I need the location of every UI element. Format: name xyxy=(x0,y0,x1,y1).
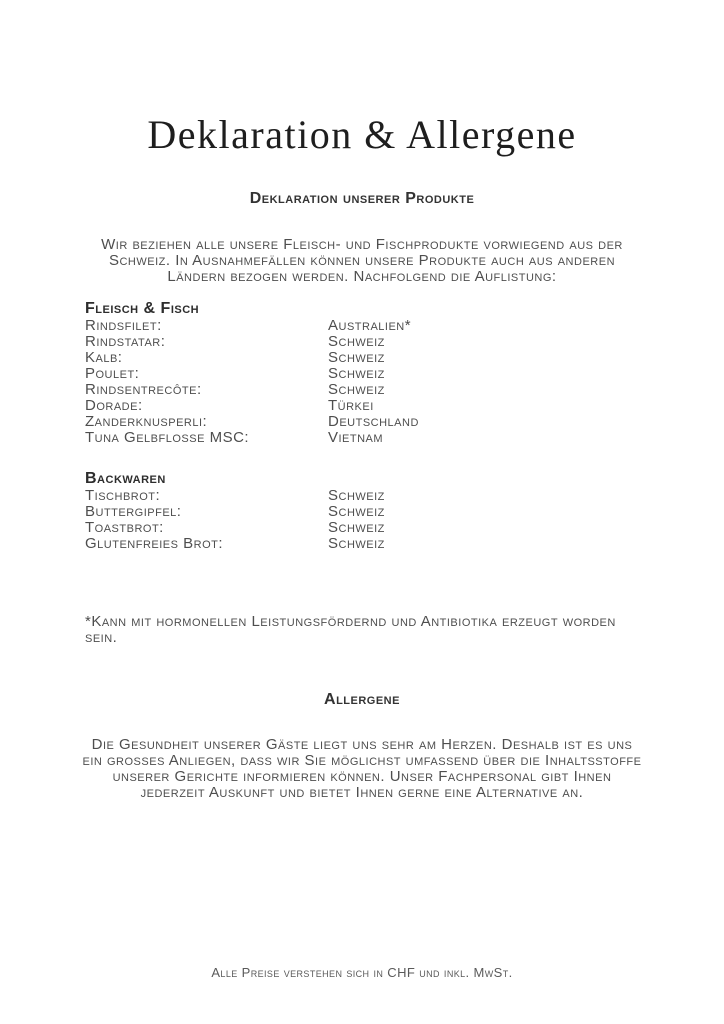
origin-value: Schweiz xyxy=(328,333,385,350)
origin-value: Vietnam xyxy=(328,429,384,446)
hormone-footnote: *Kann mit hormonellen Leistungsfördernd und Antibiotika erzeugt worden sein. xyxy=(85,613,616,646)
product-label: Kalb: xyxy=(85,349,123,366)
table-row xyxy=(85,536,645,552)
product-label: Rindsfilet: xyxy=(85,317,162,334)
origin-value: Türkei xyxy=(328,397,374,414)
allergens-section-heading: Allergene xyxy=(324,691,400,708)
product-label: Tuna Gelbflosse MSC: xyxy=(85,429,250,446)
origin-value: Schweiz xyxy=(328,487,385,504)
origin-value: Schweiz xyxy=(328,349,385,366)
product-group-fleisch-fisch xyxy=(85,299,645,446)
product-label: Rindsentrecôte: xyxy=(85,381,202,398)
origin-value: Schweiz xyxy=(328,503,385,520)
group-title: Backwaren xyxy=(85,470,166,487)
origin-value: Schweiz xyxy=(328,535,385,552)
page-title: Deklaration & Allergene xyxy=(147,111,577,157)
product-label: Glutenfreies Brot: xyxy=(85,535,224,552)
product-label: Buttergipfel: xyxy=(85,503,182,520)
declaration-section-heading: Deklaration unserer Produkte xyxy=(249,190,475,207)
table-row xyxy=(85,488,645,504)
origin-value: Deutschland xyxy=(328,413,419,430)
product-group-backwaren xyxy=(85,469,645,552)
product-label: Dorade: xyxy=(85,397,143,414)
table-row xyxy=(85,520,645,536)
product-label: Poulet: xyxy=(85,365,140,382)
table-row xyxy=(85,504,645,520)
product-label: Tischbrot: xyxy=(85,487,161,504)
table-row xyxy=(85,366,645,382)
table-row xyxy=(85,334,645,350)
origin-value: Australien* xyxy=(328,317,412,334)
origin-value: Schweiz xyxy=(328,381,385,398)
origin-value: Schweiz xyxy=(328,365,385,382)
allergens-body-text: Die Gesundheit unserer Gäste liegt uns sehr am Herzen. Deshalb ist es uns ein grosses Anliegen, dass wir Sie möglichst umfassend über die Inhaltsstoffe unserer Gerichte informieren können. Unser Fachpersonal gibt Ihnen jederzeit Auskunft und bietet Ihnen gerne eine Alternative an. xyxy=(82,736,642,801)
product-label: Zanderknusperli: xyxy=(85,413,208,430)
group-title: Fleisch & Fisch xyxy=(85,300,200,317)
table-row xyxy=(85,398,645,414)
product-label: Toastbrot: xyxy=(85,519,164,536)
product-label: Rindstatar: xyxy=(85,333,166,350)
table-row xyxy=(85,382,645,398)
price-footer-note: Alle Preise verstehen sich in CHF und inkl. MwSt. xyxy=(211,965,513,980)
table-row xyxy=(85,318,645,334)
origin-value: Schweiz xyxy=(328,519,385,536)
declaration-intro-text: Wir beziehen alle unsere Fleisch- und Fischprodukte vorwiegend aus der Schweiz. In Ausnahmefällen können unsere Produkte auch aus anderen Ländern bezogen werden. Nachfolgend die Auflistung: xyxy=(101,236,623,285)
table-row xyxy=(85,350,645,366)
table-row xyxy=(85,430,645,446)
table-row xyxy=(85,414,645,430)
